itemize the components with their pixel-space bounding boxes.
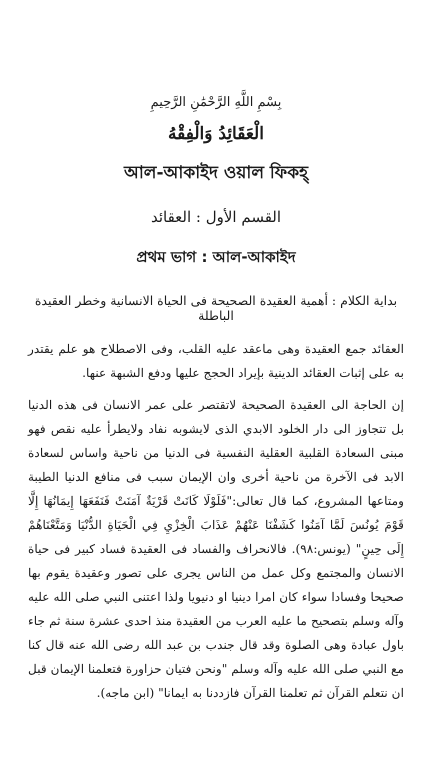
bismillah: بِسْمِ اللَّهِ الرَّحْمَٰنِ الرَّحِيمِ (150, 95, 282, 110)
paragraph-definition: العقائد جمع العقيدة وهى ماعقد عليه القلب، وفى الاصطلاح هو علم يقتدر به على إثبات العقائد الدينية بإيراد الحجج عليها ودفع الشبهة عنها. (28, 342, 404, 380)
main-title-bengali: আল-আকাইদ ওয়াল ফিকহ্ (123, 163, 309, 183)
section-title-arabic: القسم الأول : العقائد (150, 208, 282, 226)
paragraph-importance: إن الحاجة الى العقيدة الصحيحة لاتقتصر على عمر الانسان فى هذه الدنيا بل تتجاوز الى دار الخلود الابدي الذى لايشوبه نفاد ولايطرأ عليه نقص فهو مبنى السعادة القلبية العقلية النفسية فى الدنيا من ناحية واساس لسعادة الابد فى الآخرة من ناحية أخرى وان الإيمان سبب فى منافع الدنيا الطيبة ومتاعها المشروع، كما قال تعالى:"فَلَوْلَا كَانَتْ قَرْيَةٌ آمَنَتْ فَنَفَعَهَا إِيمَانُهَا إِلَّا قَوْمَ يُونُسَ لَمَّا آمَنُوا كَشَفْنَا عَنْهُمْ عَذَابَ الْخِزْيِ فِي الْحَيَاةِ الدُّنْيَا وَمَتَّعْنَاهُمْ إِلَى حِينٍ" (يونس:٩٨). فالانحراف والفساد فى العقيدة فساد كبير فى حياة الانسان والمجتمع وكل عمل من الناس يجرى على تصور وعقيدة يقوم بها صحيحا وفسادا سواء كان امرا دينيا او دنيويا ولذا اعتنى النبي صلى الله عليه وآله وسلم بتصحيح ما عليه العرب من العقيدة منذ احدى عشرة سنة ثم جاء باول عبادة وهى الصلوة وقد قال جندب بن عبد الله رضى الله عنه قال كنا مع النبي صلى الله عليه وآله وسلم "ونحن فتيان حزاورة فتعلمنا الإيمان قبل ان نتعلم القرآن ثم تعلمنا القرآن فازددنا به ايمانا" (ابن ماجه). (28, 398, 404, 700)
main-title-arabic: الْعَقَائِدُ وَالْفِقْهُ (168, 124, 264, 144)
section-title-bengali: প্রথম ভাগ : আল-আকাইদ (136, 248, 296, 266)
intro-heading: بداية الكلام : أهمية العقيدة الصحيحة فى الحياة الانسانية وخطر العقيدة الباطلة (34, 293, 398, 323)
